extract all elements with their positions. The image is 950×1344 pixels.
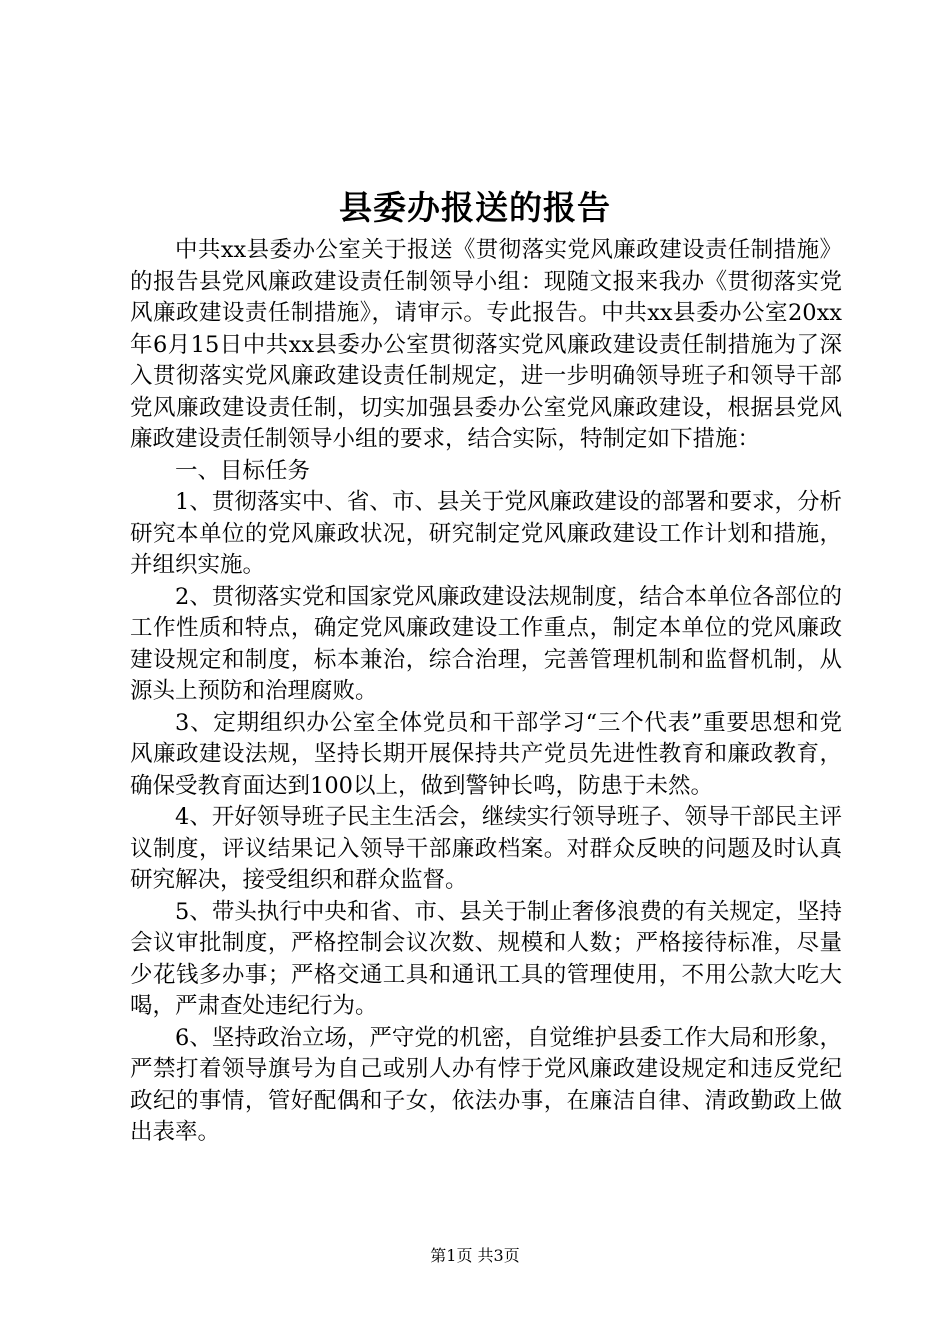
paragraph-item-4: 4、开好领导班子民主生活会，继续实行领导班子、领导干部民主评议制度，评议结果记入领导干部廉政档案。对群众反映的问题及时认真研究解决，接受组织和群众监督。 bbox=[130, 804, 842, 893]
paragraph-item-6: 6、坚持政治立场，严守党的机密，自觉维护县委工作大局和形象，严禁打着领导旗号为自己或别人办有悖于党风廉政建设规定和违反党纪政纪的事情，管好配偶和子女，依法办事，在廉洁自律、清政勤政上做出表率。 bbox=[130, 1024, 842, 1145]
document-body bbox=[130, 235, 842, 1149]
section-heading: 一、目标任务 bbox=[175, 457, 311, 484]
paragraph-item-2: 2、贯彻落实党和国家党风廉政建设法规制度，结合本单位各部位的工作性质和特点，确定党风廉政建设工作重点，制定本单位的党风廉政建设规定和制度，标本兼治，综合治理，完善管理机制和监督机制，从源头上预防和治理腐败。 bbox=[130, 583, 842, 704]
paragraph-intro: 中共xx县委办公室关于报送《贯彻落实党风廉政建设责任制措施》的报告县党风廉政建设责任制领导小组：现随文报来我办《贯彻落实党风廉政建设责任制措施》，请审示。专此报告。中共xx县委办公室20xx年6月15日中共xx县委办公室贯彻落实党风廉政建设责任制措施为了深入贯彻落实党风廉政建设责任制规定，进一步明确领导班子和领导干部党风廉政建设责任制，切实加强县委办公室党风廉政建设，根据县党风廉政建设责任制领导小组的要求，结合实际，特制定如下措施： bbox=[130, 237, 842, 452]
paragraph-item-5: 5、带头执行中央和省、市、县关于制止奢侈浪费的有关规定，坚持会议审批制度，严格控制会议次数、规模和人数；严格接待标准，尽量少花钱多办事；严格交通工具和通讯工具的管理使用，不用公款大吃大喝，严肃查处违纪行为。 bbox=[130, 898, 842, 1019]
page-number-footer: 第1页 共3页 bbox=[430, 1246, 520, 1265]
paragraph-item-1: 1、贯彻落实中、省、市、县关于党风廉政建设的部署和要求，分析研究本单位的党风廉政状况，研究制定党风廉政建设工作计划和措施，并组织实施。 bbox=[130, 489, 842, 578]
document-title: 县委办报送的报告 bbox=[339, 188, 611, 227]
paragraph-item-3: 3、定期组织办公室全体党员和干部学习“三个代表”重要思想和党风廉政建设法规，坚持长期开展保持共产党员先进性教育和廉政教育，确保受教育面达到100以上，做到警钟长鸣，防患于未然。 bbox=[130, 709, 842, 799]
